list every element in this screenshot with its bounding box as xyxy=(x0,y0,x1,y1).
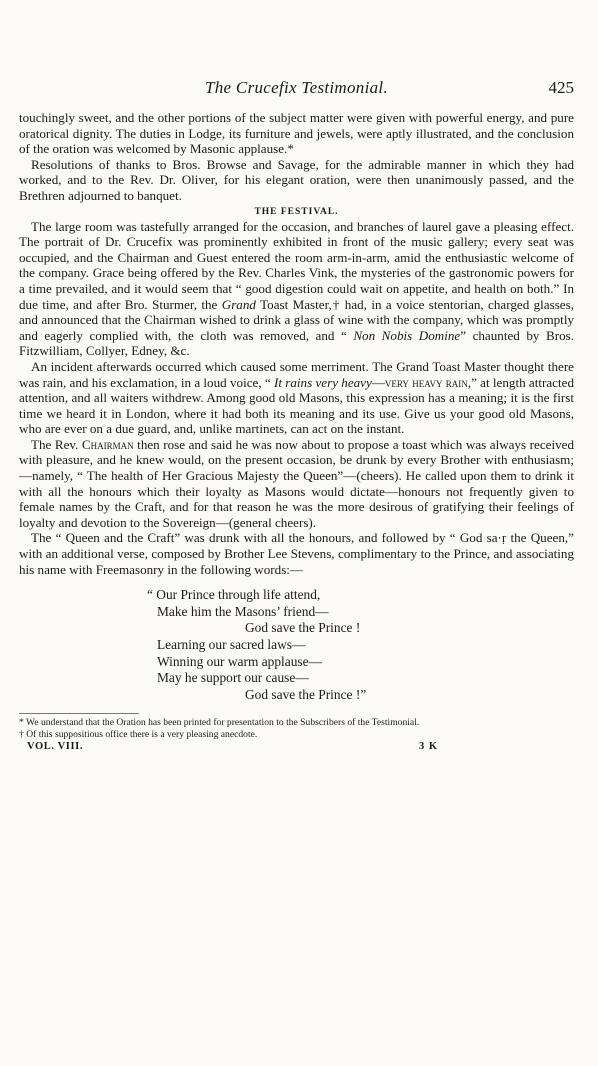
text-run: ,” at length attracted attention, and all waiters withdrew. Among good old Masons, this expression has a meaning; it is the first time we heard it in London, where it had both its meaning and its use. Give us your good old Masons, who are ever on a due guard, and, unlike martinets, can act on the instant. xyxy=(19,374,574,437)
verse-line: Make him the Masons’ friend— xyxy=(157,603,329,619)
page-header xyxy=(19,78,574,102)
paragraph xyxy=(19,437,574,531)
text-run: ” chaunted by Bros. Fitzwilliam, Collyer, Edney, &c. xyxy=(19,327,574,359)
small-caps-text: Chairman xyxy=(81,436,134,452)
verse-line: Learning our sacred laws— xyxy=(157,637,306,652)
signature-mark: 3 K xyxy=(419,741,439,753)
paragraph xyxy=(19,359,574,437)
text-run: then rose and said he was now about to propose a toast which was always received with pleasure, and he knew would, on the present occasion, be drunk by every Brother with enthusiasm;—namely, “ The health of Her Gracious Majesty the Queen”—(cheers). He called upon them to drink it with all the honours which their loyalty as Masons would dictate—honours not frequently given to female names by the Craft, and for that reason he was the more desirous of gratifying their feelings of loyalty and devotion to the Sovereign—(general cheers). xyxy=(19,436,574,530)
text-run: The Rev. xyxy=(31,436,82,452)
section-heading: THE FESTIVAL. xyxy=(254,206,339,217)
verse-line: “ Our Prince through life attend, xyxy=(147,587,321,603)
paragraph: Resolutions of thanks to Bros. Browse and Savage, for the admirable manner in which they had worked, and to the Rev. Dr. Oliver, for his elegant oration, were then unanimously passed, and the Brethren adjourned to banquet. xyxy=(19,156,574,203)
paragraph: touchingly sweet, and the other portions of the subject matter were given with powerful energy, and pure oratorical dignity. The duties in Lodge, its furniture and jewels, were aptly illustrated, and the conclusion of the oration was welcomed by Masonic applause.* xyxy=(19,110,574,157)
text-run: Toast Master,† had, in a voice stentorian, charged glasses, and announced that the Chairman wished to drink a glass of wine with the company, which was promptly and eagerly complied with, the cloth was removed, and “ xyxy=(19,296,574,343)
verse-block xyxy=(147,587,574,703)
paragraph: The “ Queen and the Craft” was drunk with all the honours, and followed by “ God sa·ṛ the Queen,” with an additional verse, composed by Brother Lee Stevens, complimentary to the Prince, and associating his name with Freemasonry in the following words:— xyxy=(19,530,574,577)
italic-text: Grand xyxy=(221,296,256,312)
page-number: 425 xyxy=(548,78,574,97)
verse-line: God save the Prince ! xyxy=(245,620,361,636)
italic-text: It rains very heavy xyxy=(273,374,372,390)
text-run: An incident afterwards occurred which caused some merriment. The Grand Toast Master thought there was rain, and his exclamation, in a loud voice, “ xyxy=(19,358,574,390)
body-text xyxy=(19,110,574,577)
verse-line: God save the Prince !” xyxy=(245,686,367,702)
verse-line: Winning our warm applause— xyxy=(157,653,322,669)
footnote: * We understand that the Oration has been printed for presentation to the Subscribers of the Testimonial. xyxy=(19,717,420,729)
footnotes xyxy=(19,717,574,740)
text-run: — xyxy=(371,374,385,390)
verse-line: May he support our cause— xyxy=(157,670,309,686)
paragraph xyxy=(19,219,574,359)
footnote: † Of this suppositious office there is a very pleasing anecdote. xyxy=(19,728,258,740)
book-page xyxy=(19,78,574,755)
text-run: The large room was tastefully arranged for the occasion, and branches of laurel gave a pleasing effect. The portrait of Dr. Crucefix was prominently exhibited in front of the music gallery; every seat was occupied, and the Chairman and Guest entered the room arm-in-arm, amid the enthusiastic welcome of the company. Grace being offered by the Rev. Charles Vink, the mysteries of the gastronomic powers for a time prevailed, and it would seem that “ good digestion could wait on appetite, and health on both.” In due time, and after Bro. Sturmer, the xyxy=(19,218,574,312)
volume-label: VOL. VIII. xyxy=(27,741,84,753)
small-caps-text: very heavy rain xyxy=(384,374,468,390)
signature-line xyxy=(19,741,574,755)
running-title: The Crucefix Testimonial. xyxy=(204,78,388,97)
italic-text: Non Nobis Domine xyxy=(353,327,461,343)
